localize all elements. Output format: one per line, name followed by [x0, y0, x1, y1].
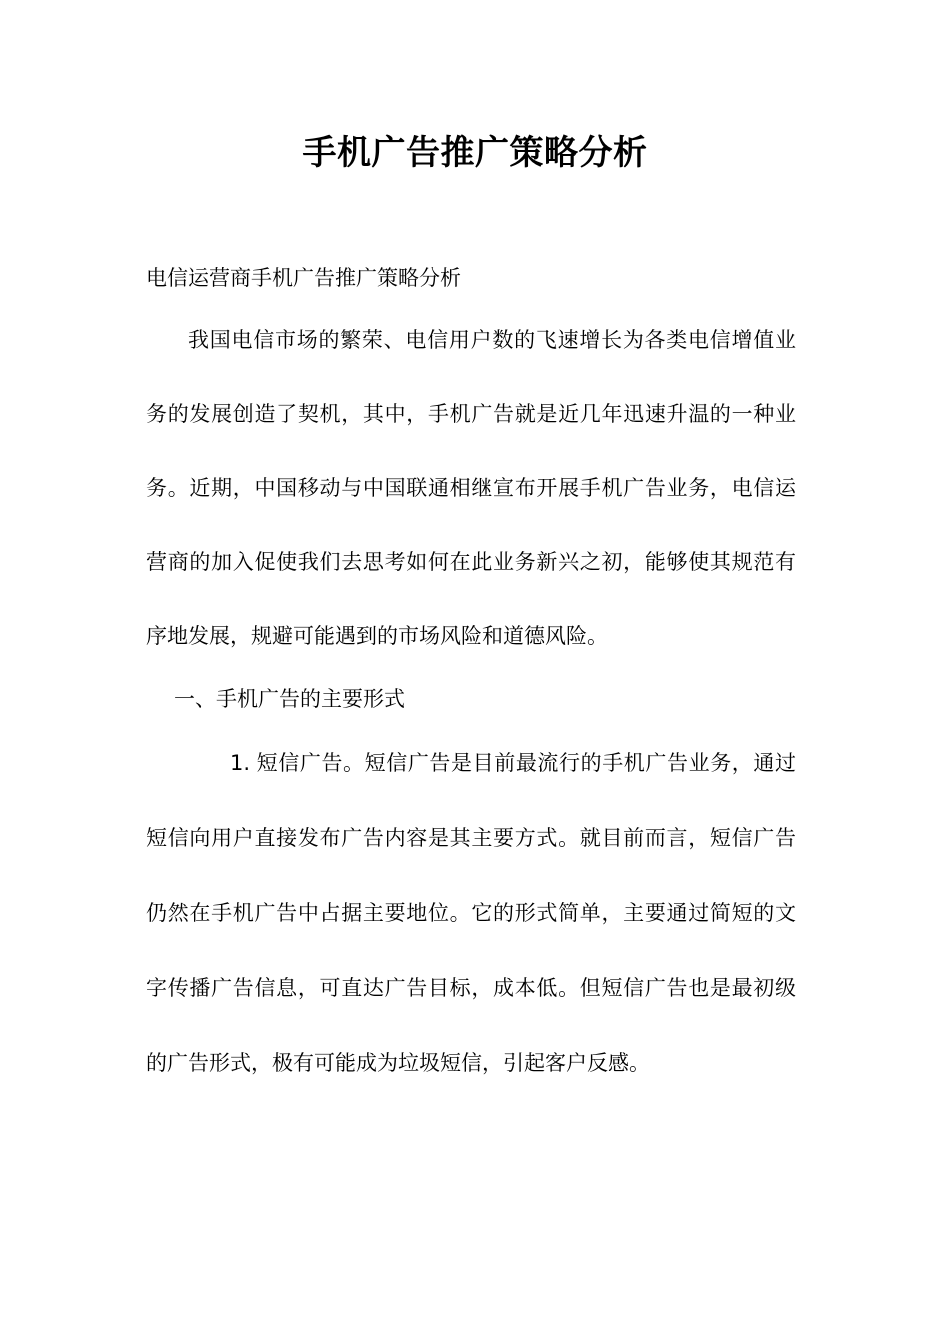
list-number: 1.	[230, 751, 251, 775]
sms-advertising-paragraph	[146, 726, 796, 1101]
intro-paragraph: 我国电信市场的繁荣、电信用户数的飞速增长为各类电信增值业务的发展创造了契机，其中，手机广告就是近几年迅速升温的一种业务。近期，中国移动与中国联通相继宣布开展手机广告业务，电信运营商的加入促使我们去思考如何在此业务新兴之初，能够使其规范有序地发展，规避可能遇到的市场风险和道德风险。	[146, 328, 796, 648]
sms-advertising-text: 短信广告。短信广告是目前最流行的手机广告业务，通过短信向用户直接发布广告内容是其主要方式。就目前而言，短信广告仍然在手机广告中占据主要地位。它的形式简单，主要通过简短的文字传播广告信息，可直达广告目标，成本低。但短信广告也是最初级的广告形式，极有可能成为垃圾短信，引起客户反感。	[146, 751, 796, 1075]
document-subtitle: 电信运营商手机广告推广策略分析	[146, 266, 461, 290]
page-title: 手机广告推广策略分析	[302, 133, 648, 173]
section-heading-main-forms: 一、手机广告的主要形式	[174, 687, 405, 711]
